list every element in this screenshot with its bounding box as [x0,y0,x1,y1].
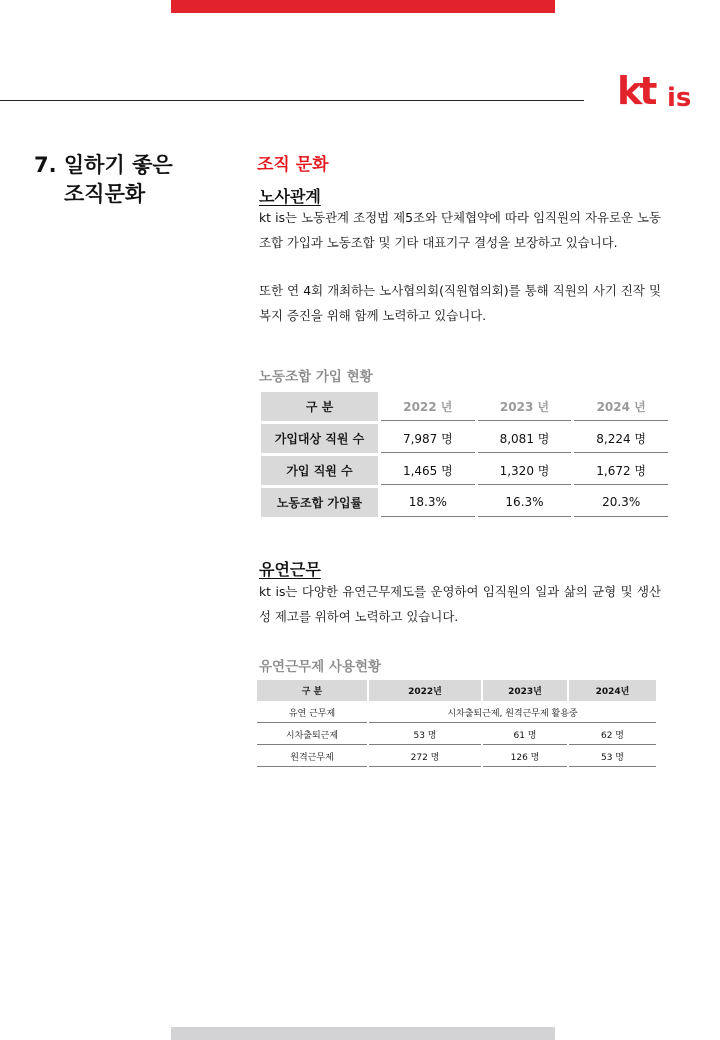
table-cell: 61 명 [483,725,567,745]
column-header: 구 분 [257,680,367,701]
table-cell: 62 명 [569,725,656,745]
table-cell: 20.3% [574,488,668,517]
merged-cell: 시차출퇴근제, 원격근무제 활용중 [369,703,656,723]
row-label: 가입 직원 수 [261,456,378,485]
table-header-row [257,680,656,701]
row-label: 시차출퇴근제 [257,725,367,745]
bottom-bar [171,1027,555,1040]
flex-table-caption: 유연근무제 사용현황 [259,659,382,675]
column-header: 2022 년 [381,392,475,421]
section-title-line1: 7. 일하기 좋은 [34,153,173,177]
table-row [257,747,656,767]
table-row [257,703,656,723]
row-label: 유연 근무제 [257,703,367,723]
table-cell: 16.3% [478,488,572,517]
table-cell: 1,672 명 [574,456,668,485]
table-header-row [261,392,668,421]
kt-is-logo [617,70,697,110]
flex-work-heading: 유연근무 [259,560,321,579]
row-label: 노동조합 가입률 [261,488,378,517]
flex-work-paragraph: kt is는 다양한 유연근무제도를 운영하여 임직원의 일과 삶의 균형 및 생산성 제고를 위하여 노력하고 있습니다. [259,584,661,624]
column-header: 구 분 [261,392,378,421]
table-cell: 1,320 명 [478,456,572,485]
table-cell: 53 명 [369,725,481,745]
labor-relations-heading: 노사관계 [259,187,321,206]
row-label: 가입대상 직원 수 [261,424,378,453]
table-row [261,424,668,453]
logo-graphic [617,70,697,110]
table-row [257,725,656,745]
column-header: 2023 년 [478,392,572,421]
row-label: 원격근무제 [257,747,367,767]
section-title [34,151,204,209]
header-rule [0,100,584,101]
table-row [261,488,668,517]
union-membership-table [258,389,671,520]
section-title-line2: 조직문화 [64,182,146,206]
column-header: 2024 년 [574,392,668,421]
labor-paragraph-1: kt is는 노동관계 조정법 제5조와 단체협약에 따라 임직원의 자유로운 노동조합 가입과 노동조합 및 기타 대표기구 결성을 보장하고 있습니다. [259,210,661,250]
table-cell: 8,224 명 [574,424,668,453]
table-cell: 1,465 명 [381,456,475,485]
logo-is: is [667,83,692,110]
column-header: 2023년 [483,680,567,701]
logo-kt: kt [617,70,655,110]
table-cell: 272 명 [369,747,481,767]
column-header: 2024년 [569,680,656,701]
top-accent-bar [171,0,555,13]
table-cell: 8,081 명 [478,424,572,453]
table-row [261,456,668,485]
labor-paragraph-2: 또한 연 4회 개최하는 노사협의회(직원협의회)를 통해 직원의 사기 진작 및 복지 증진을 위해 함께 노력하고 있습니다. [259,283,661,323]
flex-work-table [255,678,658,769]
column-header: 2022년 [369,680,481,701]
table-cell: 53 명 [569,747,656,767]
table-cell: 7,987 명 [381,424,475,453]
org-culture-heading: 조직 문화 [257,155,329,175]
table-cell: 18.3% [381,488,475,517]
union-table-caption: 노동조합 가입 현황 [259,369,373,385]
table-cell: 126 명 [483,747,567,767]
